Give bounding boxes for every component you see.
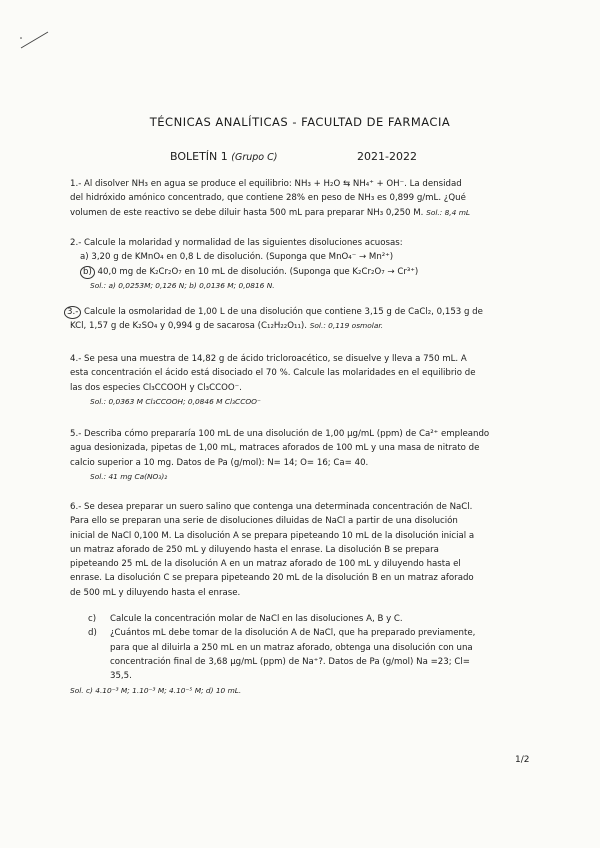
q4-line: las dos especies Cl₃CCOOH y Cl₃CCOO⁻. — [70, 382, 242, 393]
q2-b-circled-label: b) — [80, 266, 95, 279]
page-number: 1/2 — [515, 755, 530, 765]
question-5 — [70, 427, 540, 484]
q2-item-a: a) 3,20 g de KMnO₄ en 0,8 L de disolución. (Suponga que MnO₄⁻ → Mn²⁺) — [80, 252, 394, 263]
q6-line: inicial de NaCl 0,100 M. La disolución A se prepara pipeteando 10 mL de la disolución inicial a — [70, 530, 475, 541]
q2-line: 2.- Calcule la molaridad y normalidad de las siguientes disoluciones acuosas: — [70, 238, 403, 248]
q1-line — [70, 206, 540, 220]
question-2 — [70, 236, 540, 293]
q5-line: 5.- Describa cómo prepararía 100 mL de una disolución de 1,00 µg/mL (ppm) de Ca²⁺ empleando — [70, 429, 490, 439]
q6-solution: Sol. c) 4.10⁻³ M; 1.10⁻³ M; 4.10⁻⁵ M; d) 10 mL. — [70, 685, 242, 695]
q2-item-b — [70, 265, 540, 279]
question-6 — [70, 500, 540, 698]
q2-b-text: 40,0 mg de K₂Cr₂O₇ en 10 mL de disolución. (Suponga que K₂Cr₂O₇ → Cr³⁺) — [97, 266, 419, 277]
question-4 — [70, 352, 540, 409]
q3-solution: Sol.: 0,119 osmolar. — [309, 321, 384, 331]
q6-subquestions — [70, 612, 540, 683]
question-3 — [64, 305, 540, 334]
q1-line: 1.- Al disolver NH₃ en agua se produce el equilibrio: NH₃ + H₂O ⇆ NH₄⁺ + OH⁻. La densidad — [70, 179, 462, 189]
q6-line: enrase. La disolución C se prepara pipeteando 20 mL de la disolución B en un matraz aforado — [70, 573, 474, 584]
q6-line: Para ello se preparan una serie de disoluciones diluidas de NaCl a partir de una disolución — [70, 516, 458, 527]
q3-line2: KCl, 1,57 g de K₂SO₄ y 0,994 g de sacarosa (C₁₂H₂₂O₁₁). — [70, 321, 307, 332]
q6-line: 6.- Se desea preparar un suero salino que contenga una determinada concentración de NaCl. — [70, 502, 473, 512]
q6-item-d — [88, 626, 540, 683]
q6-d-line: para que al diluirla a 250 mL en un matraz aforado, obtenga una disolución con una — [110, 642, 473, 653]
q6-d-label: d) — [88, 628, 97, 639]
pen-stroke-mark — [18, 22, 58, 62]
q5-solution: Sol.: 41 mg Ca(NO₃)₂ — [90, 471, 168, 481]
q6-line: de 500 mL y diluyendo hasta el enrase. — [70, 587, 241, 598]
page-title: TÉCNICAS ANALÍTICAS - FACULTAD DE FARMACIA — [149, 115, 451, 129]
q3-line1: Calcule la osmolaridad de 1,00 L de una disolución que contiene 3,15 g de CaCl₂, 0,153 g de — [84, 307, 483, 317]
q1-line3: volumen de este reactivo se debe diluir hasta 500 mL para preparar NH₃ 0,250 M. — [70, 207, 424, 218]
q5-line: agua desionizada, pipetas de 1,00 mL, matraces aforados de 100 mL y una masa de nitrato de — [70, 443, 480, 454]
q4-line: esta concentración el ácido está disociado el 70 %. Calcule las molaridades en el equilibrio de — [70, 368, 476, 379]
q5-line: calcio superior a 10 mg. Datos de Pa (g/mol): N= 14; O= 16; Ca= 40. — [70, 457, 369, 468]
q1-solution: Sol.: 8,4 mL — [426, 207, 471, 217]
q3-circled-number: 3.- — [64, 306, 81, 319]
q6-d-line: 35,5. — [110, 671, 132, 682]
q6-line: pipeteando 25 mL de la disolución A en un matraz aforado de 100 mL y diluyendo hasta el — [70, 559, 461, 570]
q3-line — [64, 319, 540, 333]
bulletin-label — [170, 150, 277, 163]
question-1 — [70, 177, 540, 220]
q4-line: 4.- Se pesa una muestra de 14,82 g de ácido tricloroacético, se disuelve y lleva a 750 mL. A — [70, 354, 467, 364]
q3-line — [64, 305, 540, 319]
q1-line: del hidróxido amónico concentrado, que contiene 28% en peso de NH₃ es 0,899 g/mL. ¿Qué — [70, 193, 466, 204]
q4-solution: Sol.: 0,0363 M Cl₃CCOOH; 0,0846 M Cl₃CCOO⁻ — [90, 396, 261, 406]
q6-c-text: Calcule la concentración molar de NaCl en las disoluciones A, B y C. — [110, 614, 403, 625]
q6-d-line: ¿Cuántos mL debe tomar de la disolución A de NaCl, que ha preparado previamente, — [110, 628, 476, 639]
bulletin-number: BOLETÍN 1 — [170, 150, 228, 163]
q2-solution: Sol.: a) 0,0253M; 0,126 N; b) 0,0136 M; 0,0816 N. — [90, 280, 275, 290]
group-label: (Grupo C) — [231, 152, 278, 163]
q6-item-c — [88, 612, 540, 626]
q6-d-text — [110, 626, 475, 683]
academic-year: 2021-2022 — [357, 150, 417, 163]
q6-d-line: concentración final de 3,68 µg/mL (ppm) de Na⁺?. Datos de Pa (g/mol) Na =23; Cl= — [110, 656, 470, 667]
q6-c-label: c) — [88, 614, 97, 625]
q6-line: un matraz aforado de 250 mL y diluyendo hasta el enrase. La disolución B se prepara — [70, 544, 439, 555]
